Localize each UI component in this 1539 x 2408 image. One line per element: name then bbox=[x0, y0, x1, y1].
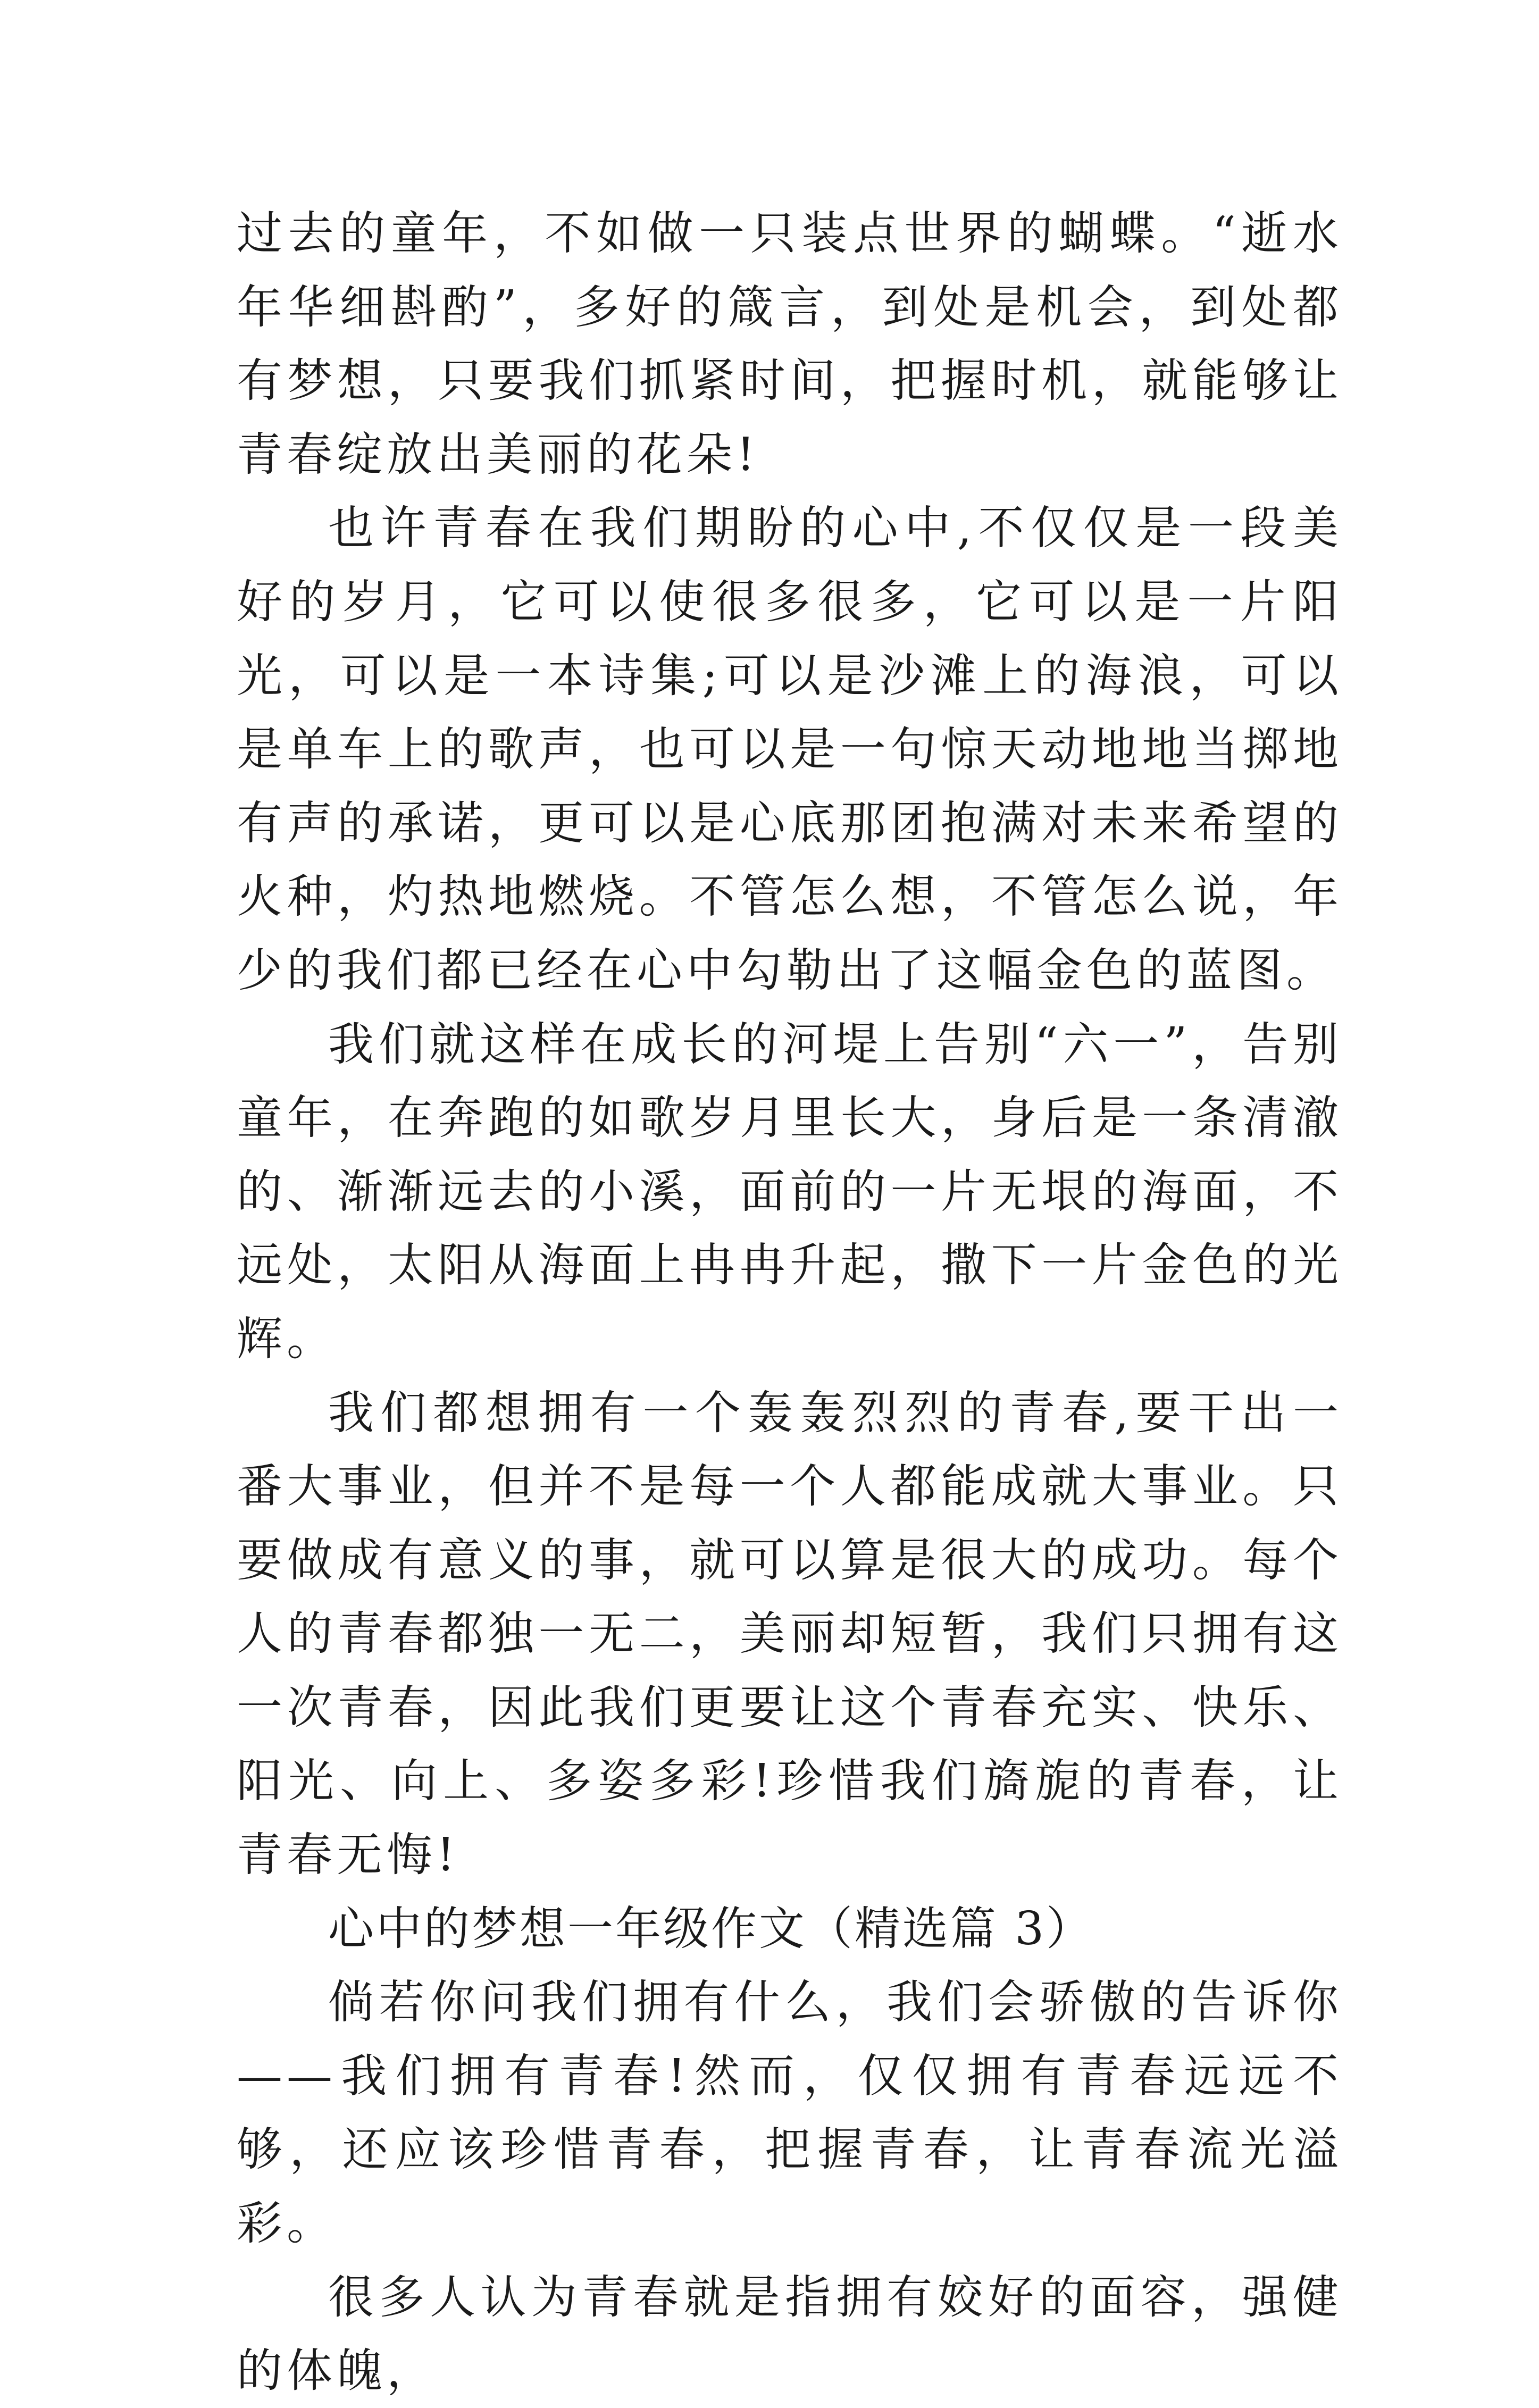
paragraph-cherish-youth: 我们都想拥有一个轰轰烈烈的青春,要干出一番大事业，但并不是每一个人都能成就大事业。只要做成有意义的事，就可以算是很大的成功。每个人的青春都独一无二，美丽却短暂，我们只拥有这一次青春，因此我们更要让这个青春充实、快乐、阳光、向上、多姿多彩!珍惜我们旖旎的青春，让青春无悔! bbox=[237, 1386, 1343, 1882]
paragraph-youth-hope: 也许青春在我们期盼的心中,不仅仅是一段美好的岁月，它可以使很多很多，它可以是一片阳光，可以是一本诗集;可以是沙滩上的海浪，可以是单车上的歌声，也可以是一句惊天动地地当掷地有声的承诺，更可以是心底那团抱满对未来希望的火种，灼热地燃烧。不管怎么想，不管怎么说，年少的我们都已经在心中勾勒出了这幅金色的蓝图。 bbox=[237, 501, 1343, 997]
section-heading: 心中的梦想一年级作文（精选篇 3） bbox=[328, 1902, 1094, 1955]
paragraph-what-we-have: 倘若你问我们拥有什么，我们会骄傲的告诉你——我们拥有青春!然而，仅仅拥有青春远远不够，还应该珍惜青春，把握青春，让青春流光溢彩。 bbox=[237, 1976, 1343, 2251]
paragraph-youth-definition: 很多人认为青春就是指拥有姣好的面容，强健的体魄， bbox=[237, 2270, 1343, 2398]
paragraph-farewell-childhood: 我们就这样在成长的河堤上告别“六一”，告别童年，在奔跑的如歌岁月里长大，身后是一条清澈的、渐渐远去的小溪，面前的一片无垠的海面，不远处，太阳从海面上冉冉升起，撒下一片金色的光辉。 bbox=[237, 1017, 1343, 1366]
paragraph-continuation: 过去的童年，不如做一只装点世界的蝴蝶。“逝水年华细斟酌”，多好的箴言，到处是机会，到处都有梦想，只要我们抓紧时间，把握时机，就能够让青春绽放出美丽的花朵! bbox=[237, 207, 1343, 481]
article-body bbox=[237, 197, 1343, 2408]
